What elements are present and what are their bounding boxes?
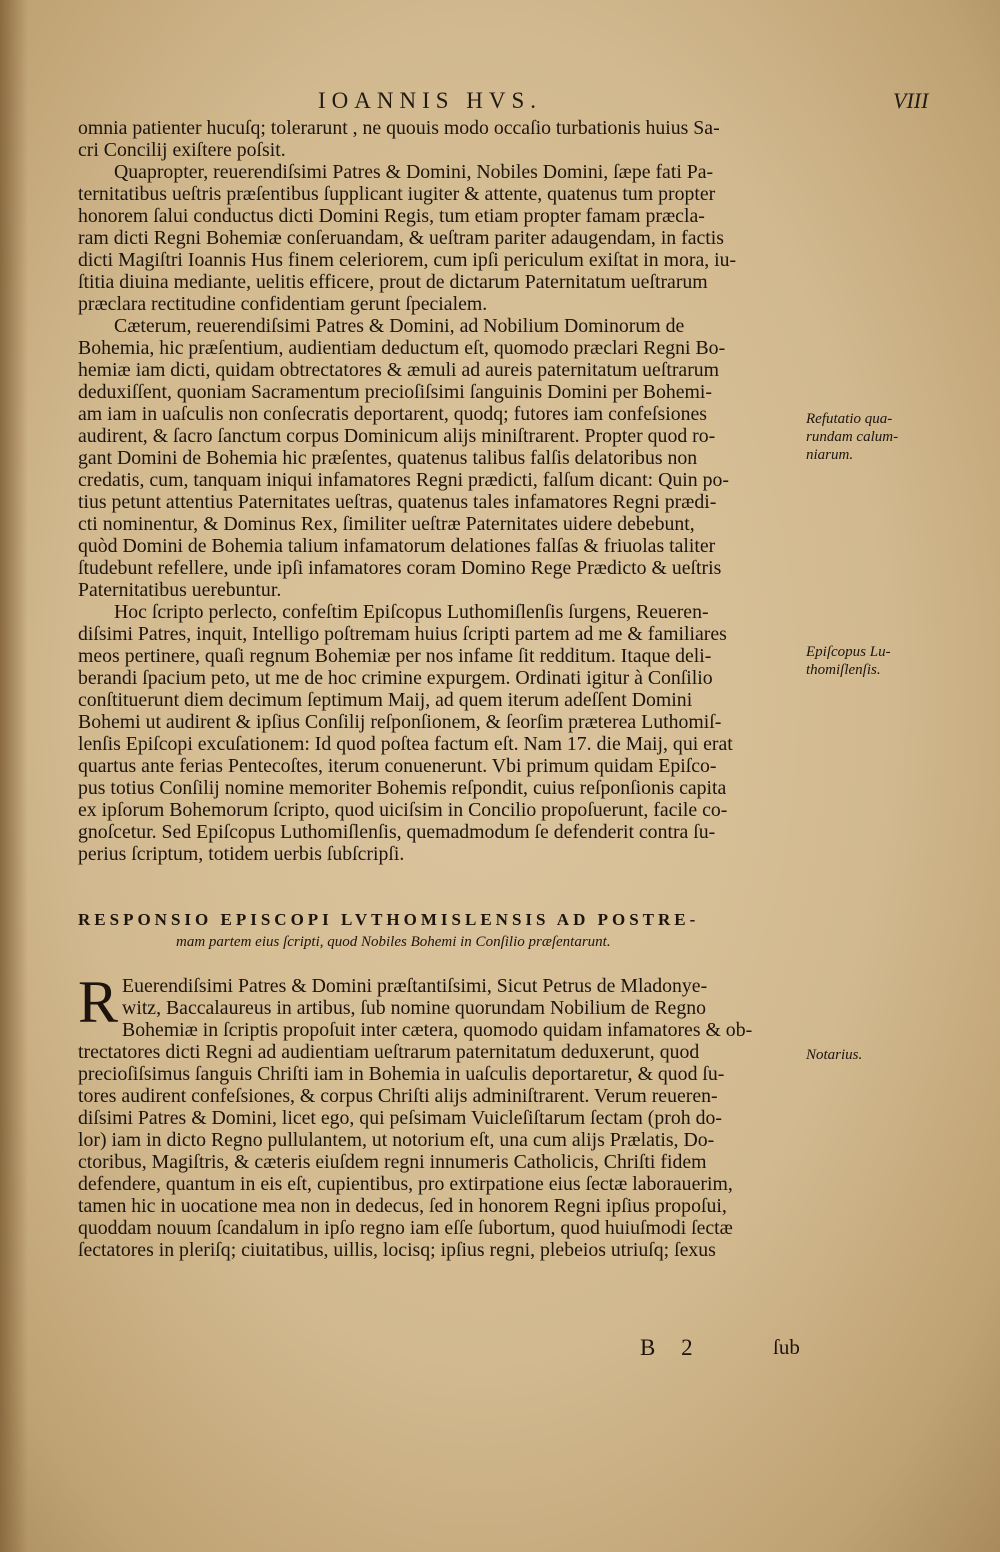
text-line: pus totius Conſilij nomine memoriter Bohemis reſpondit, cuius reſponſionis capita xyxy=(78,777,727,799)
text-line: cti nominentur, & Dominus Rex, ſimiliter ueſtræ Paternitates uidere debebunt, xyxy=(78,513,695,535)
text-line: tores audirent confeſsiones, & corpus Chriſti alijs adminiſtrarent. Verum reueren- xyxy=(78,1085,718,1107)
text-line: diſsimi Patres & Domini, licet ego, qui peſsimam Vuicleſiſtarum ſectam (proh do- xyxy=(78,1107,722,1129)
text-line: dicti Magiſtri Ioannis Hus finem celeriorem, cum ipſi periculum exiſtat in mora, iu- xyxy=(78,249,737,271)
text-line: ram dicti Regni Bohemiæ conſeruandam, & ueſtram pariter adaugendam, in factis xyxy=(78,227,724,249)
text-line: lor) iam in dicto Regno pullulantem, ut notorium eſt, una cum alijs Prælatis, Do- xyxy=(78,1129,715,1151)
text-line: Quapropter, reuerendiſsimi Patres & Domini, Nobiles Domini, ſæpe fati Pa- xyxy=(114,161,714,183)
text-line: lenſis Epiſcopi excuſationem: Id quod poſtea factum eſt. Nam 17. die Maij, qui erat xyxy=(78,733,733,755)
text-line: am iam in uaſculis non conſecratis deportarent, quodq; futores iam confeſsiones xyxy=(78,403,707,425)
text-line: Paternitatibus uerebuntur. xyxy=(78,579,282,601)
drop-capital: R xyxy=(78,969,119,1035)
text-line: meos pertinere, quaſi regnum Bohemiæ per nos infame ſit redditum. Itaque deli- xyxy=(78,645,712,667)
text-line: omnia patienter hucuſq; tolerarunt , ne quouis modo occaſio turbationis huius Sa- xyxy=(78,117,720,139)
text-line: credatis, cum, tanquam iniqui infamatores Regni prædicti, falſum dicant: Quin po- xyxy=(78,469,729,491)
margin-note-line: Notarius. xyxy=(806,1047,863,1063)
text-line: ternitatibus ueſtris præſentibus ſupplicant iugiter & attente, quatenus tum propter xyxy=(78,183,716,205)
text-line: tius petunt attentius Paternitates ueſtras, quatenus tales infamatores Regni prædi- xyxy=(78,491,717,513)
text-line: quoddam nouum ſcandalum in ipſo regno iam eſſe ſubortum, quod huiuſmodi ſectæ xyxy=(78,1217,733,1239)
text-line: trectatores dicti Regni ad audientiam ueſtrarum paternitatum deduxerunt, quod xyxy=(78,1041,700,1063)
text-line: Hoc ſcripto perlecto, confeſtim Epiſcopus Luthomiſlenſis ſurgens, Reueren- xyxy=(114,601,709,623)
text-line: tamen hic in uocatione mea non in dedecus, ſed in honorem Regni ipſius propoſui, xyxy=(78,1195,727,1217)
text-line: quartus ante ferias Pentecoſtes, iterum conuenerunt. Vbi primum quidam Epiſco- xyxy=(78,755,717,777)
text-line: gant Domini de Bohemia hic præſentes, quatenus talibus falſis delatoribus non xyxy=(78,447,698,469)
text-line: perius ſcriptum, totidem uerbis ſubſcripſi. xyxy=(78,843,405,865)
text-line: Bohemia, hic præſentium, audientiam deductum eſt, quomodo præclari Regni Bo- xyxy=(78,337,726,359)
text-line: audirent, & ſacro ſanctum corpus Dominicum alijs miniſtrarent. Propter quod ro- xyxy=(78,425,716,447)
text-line: conſtituerunt diem decimum ſeptimum Maij, ad quem iterum adeſſent Domini xyxy=(78,689,693,711)
catchword: ſub xyxy=(773,1335,800,1359)
margin-note-refutatio xyxy=(806,410,906,464)
text-line: Bohemi ut audirent & ipſius Conſilij reſponſionem, & ſeorſim præterea Luthomiſ- xyxy=(78,711,722,733)
page-edge-shadow xyxy=(0,0,28,1552)
text-line: ſtudebunt refellere, unde ipſi infamatores coram Domino Rege Prædicto & ueſtris xyxy=(78,557,722,579)
text-line: honorem ſalui conductus dicti Domini Regis, tum etiam propter famam præcla- xyxy=(78,205,705,227)
text-line: Cæterum, reuerendiſsimi Patres & Domini, ad Nobilium Dominorum de xyxy=(114,315,685,337)
text-line: cri Concilij exiſtere poſsit. xyxy=(78,139,286,161)
text-line: Euerendiſsimi Patres & Domini præſtantiſsimi, Sicut Petrus de Mladonye- xyxy=(122,975,708,997)
rubric-line: RESPONSIO EPISCOPI LVTHOMISLENSIS AD POSTRE- xyxy=(78,910,700,929)
paragraph-5 xyxy=(78,969,798,1261)
margin-note-line: thomiſlenſis. xyxy=(806,662,881,678)
paragraph-2 xyxy=(78,161,798,315)
margin-note-line: Refutatio qua- xyxy=(806,411,893,427)
page-footer xyxy=(0,1335,1000,1361)
text-line: diſsimi Patres, inquit, Intelligo poſtremam huius ſcripti partem ad me & familiares xyxy=(78,623,727,645)
margin-note-notarius xyxy=(806,1046,906,1064)
text-line: berandi ſpacium peto, ut me de hoc crimine expurgem. Ordinati igitur à Conſilio xyxy=(78,667,713,689)
text-line: deduxiſſent, quoniam Sacramentum precioſiſsimi ſanguinis Domini per Bohemi- xyxy=(78,381,712,403)
text-line: ex ipſorum Bohemorum ſcripto, quod uiciſsim in Concilio propoſuerunt, facile co- xyxy=(78,799,728,821)
text-line: ſtitia diuina mediante, uelitis efficere, prout de dictarum Paternitatum ueſtrarum xyxy=(78,271,708,293)
margin-note-line: Epiſcopus Lu- xyxy=(806,644,891,660)
text-line: witz, Baccalaureus in artibus, ſub nomine quorundam Nobilium de Regno xyxy=(122,997,707,1019)
text-body xyxy=(78,117,798,1261)
text-line: ſectatores in pleriſq; ciuitatibus, uillis, locisq; ipſius regni, plebeios utriuſq; ſexus xyxy=(78,1239,716,1261)
margin-note-episcopus xyxy=(806,643,906,679)
margin-note-line: niarum. xyxy=(806,447,854,463)
paragraph-1 xyxy=(78,117,798,161)
text-line: quòd Domini de Bohemia talium infamatorum delationes falſas & friuolas taliter xyxy=(78,535,716,557)
text-line: gnoſcetur. Sed Epiſcopus Luthomiſlenſis, quemadmodum ſe defenderit contra ſu- xyxy=(78,821,716,843)
text-line: Bohemiæ in ſcriptis propoſuit inter cætera, quomodo quidam infamatores & ob- xyxy=(122,1019,753,1041)
text-line: præclara rectitudine confidentiam gerunt ſpecialem. xyxy=(78,293,488,315)
text-line: ctoribus, Magiſtris, & cæteris eiuſdem regni innumeris Catholicis, Chriſti fidem xyxy=(78,1151,707,1173)
page-header xyxy=(0,88,1000,118)
section-rubric xyxy=(78,909,798,953)
rubric-line: mam partem eius ſcripti, quod Nobiles Bohemi in Conſilio præſentarunt. xyxy=(176,934,611,950)
margin-note-line: rundam calum- xyxy=(806,429,899,445)
paragraph-3 xyxy=(78,315,798,601)
text-line: defendere, quantum in eis eſt, cupientibus, pro extirpatione eius ſectæ laborauerim, xyxy=(78,1173,733,1195)
paragraph-4 xyxy=(78,601,798,865)
text-line: precioſiſsimus ſanguis Chriſti iam in Bohemia in uaſculis deportaretur, & quod ſu- xyxy=(78,1063,725,1085)
text-line: hemiæ iam dicti, quidam obtrectatores & æmuli ad aureis paternitatum ueſtrarum xyxy=(78,359,720,381)
folio-number: VIII xyxy=(893,88,929,113)
running-head: IOANNIS HVS. xyxy=(318,88,543,113)
signature-mark: B 2 xyxy=(640,1335,703,1360)
